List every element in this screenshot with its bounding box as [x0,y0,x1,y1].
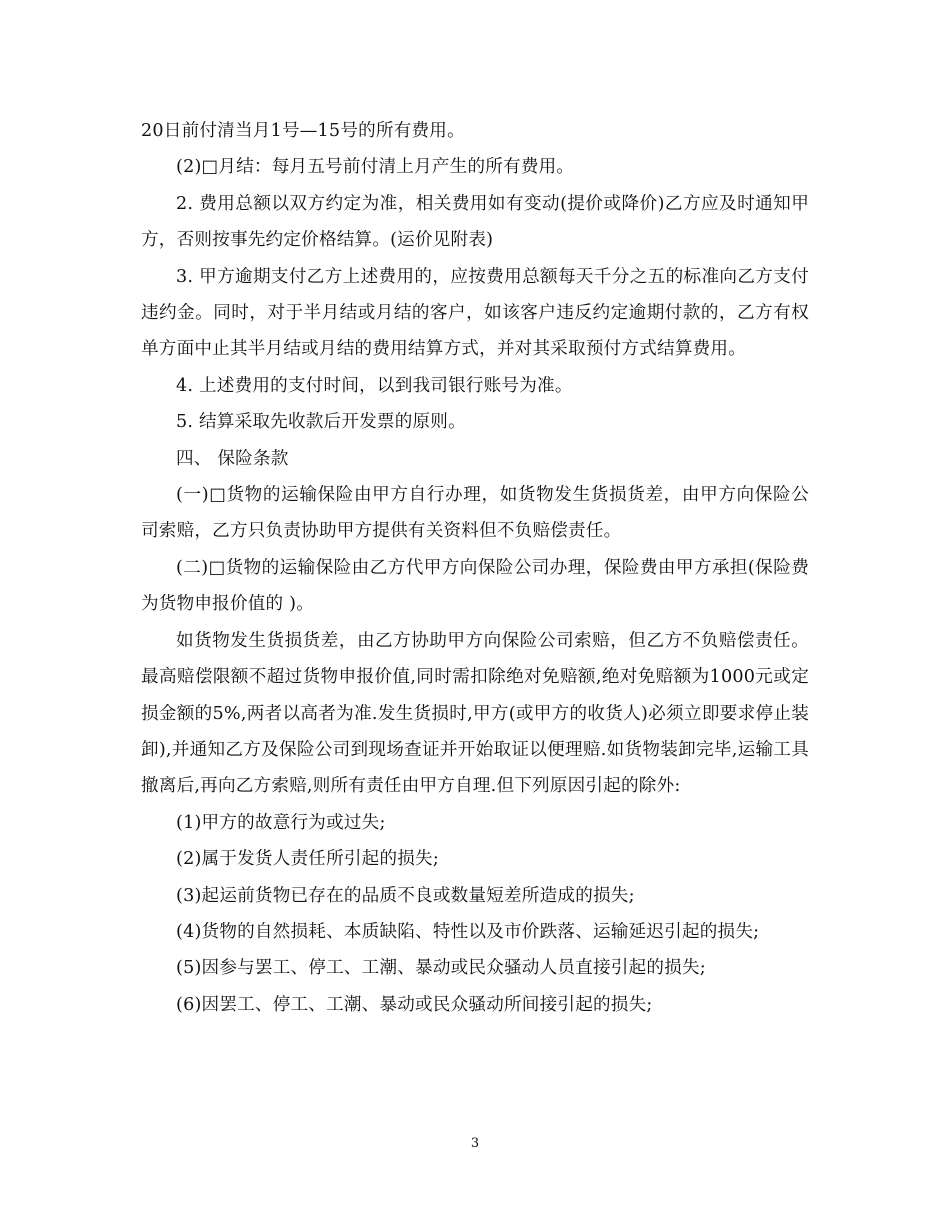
paragraph-clause-5: 5. 结算采取先收款后开发票的原则。 [176,412,466,433]
paragraph-insurance-option-2: (二)□货物的运输保险由乙方代甲方向保险公司办理，保险费由甲方承担(保险费为货物申报价值的 )。 [141,557,809,615]
list-item-exclusion-4: (4)货物的自然损耗、本质缺陷、特性以及市价跌落、运输延迟引起的损失; [176,921,760,942]
paragraph-claims: 如货物发生货损货差，由乙方协助甲方向保险公司索赔，但乙方不负赔偿责任。最高赔偿限额不超过货物申报价值,同时需扣除绝对免赔额,绝对免赔额为1000元或定损金额的5%,两者以高者为准.发生货损时,甲方(或甲方的收货人)必须立即要求停止装卸),并通知乙方及保险公司到现场查证并开始取证以便理赔.如货物装卸完毕,运输工具撤离后,再向乙方索赔,则所有责任由甲方自理.但下列原因引起的除外: [141,630,809,797]
paragraph-clause-4: 4. 上述费用的支付时间，以到我司银行账号为准。 [176,375,573,396]
paragraph-payment-half-month-continued: 20日前付清当月1号—15号的所有费用。 [141,121,465,141]
list-item-exclusion-6: (6)因罢工、停工、工潮、暴动或民众骚动所间接引起的损失; [176,994,653,1015]
list-item-exclusion-1: (1)甲方的故意行为或过失; [176,812,386,833]
page-number: 3 [470,1136,480,1151]
section-heading-insurance: 四、 保险条款 [176,448,289,469]
paragraph-clause-3: 3. 甲方逾期支付乙方上述费用的，应按费用总额每天千分之五的标准向乙方支付违约金。同时，对于半月结或月结的客户，如该客户违反约定逾期付款的，乙方有权单方面中止其半月结或月结的费用结算方式，并对其采取预付方式结算费用。 [141,266,809,360]
paragraph-monthly-settlement: (2)□月结：每月五号前付清上月产生的所有费用。 [176,157,575,178]
document-body [141,113,809,1023]
paragraph-clause-2: 2. 费用总额以双方约定为准，相关费用如有变动(提价或降价)乙方应及时通知甲方，否则按事先约定价格结算。(运价见附表) [141,193,809,251]
list-item-exclusion-3: (3)起运前货物已存在的品质不良或数量短差所造成的损失; [176,885,635,906]
paragraph-insurance-option-1: (一)□货物的运输保险由甲方自行办理，如货物发生货损货差，由甲方向保险公司索赔，乙方只负责协助甲方提供有关资料但不负赔偿责任。 [141,485,809,542]
list-item-exclusion-5: (5)因参与罢工、停工、工潮、暴动或民众骚动人员直接引起的损失; [176,958,706,979]
list-item-exclusion-2: (2)属于发货人责任所引起的损失; [176,849,439,870]
